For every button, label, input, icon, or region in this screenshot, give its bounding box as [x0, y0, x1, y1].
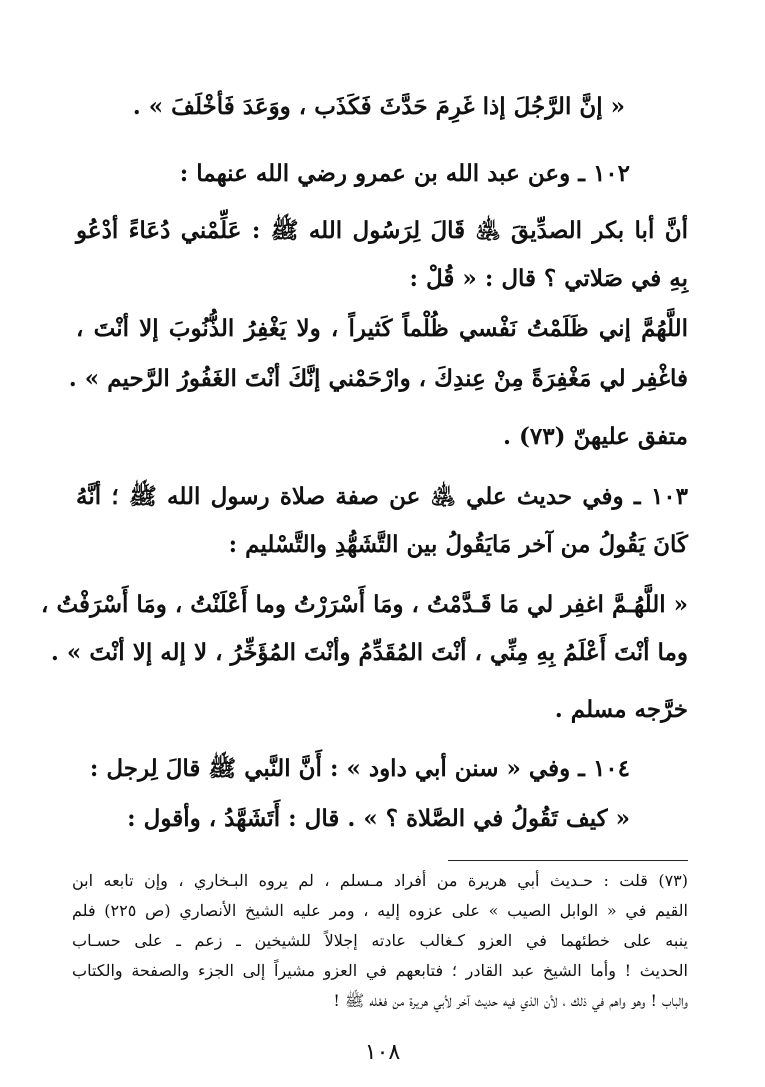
takhrij-muttafaq: متفق عليهنّ (٧٣) . [503, 423, 688, 450]
takhrij-muslim: خرَّجه مسلم . [554, 696, 688, 723]
footnote-line: الحديث ! وأما الشيخ عبد القادر ؛ فتابعهم في العزو مشيراً إلى الجزء والصفحة والكتاب [72, 961, 688, 980]
dua-103-line2: وما أنْتَ أَعْلَمُ بِهِ مِنِّي ، أنْتَ المُقَدِّمُ وأنْتَ المُؤَخِّرُ ، لا إله إلا أنْتَ » . [50, 639, 688, 666]
footnote-separator [448, 860, 688, 861]
footnote-line: (٧٣) قلت : حـديث أبي هريرة من أفراد مـسلم ، لم يروه البـخاري ، وإن تابعه ابن [72, 871, 688, 890]
hadith-101-ending: « إنَّ الرَّجُلَ إذا غَرِمَ حَدَّثَ فَكَذَب ، ووَعَدَ فَأخْلَفَ » . [132, 93, 625, 120]
dua-103-line1: « اللَّهُـمَّ اغفِر لي مَا قَـدَّمْتُ ، ومَا أَسْرَرْتُ وما أَعْلَنْتُ ، ومَا أَسْرَفْتُ ، [41, 591, 688, 618]
footnote-line: والباب ! وهو واهم في ذلك ، لأن الذي فيه حديث آخر لأبي هريرة من فعْله ﷺ ! [333, 991, 688, 1010]
footnote-line: القيم في « الوابل الصيب » على عزوه إليه ، ومر عليه الشيخ الأنصاري (ص ٢٢٥) فلم [72, 901, 688, 920]
hadith-104-line2: « كيف تَقُولُ في الصَّلاة ؟ » . قال : أَتَشَهَّدُ ، وأقول : [127, 805, 630, 832]
hadith-102-heading: ١٠٢ ـ وعن عبد الله بن عمرو رضي الله عنهما : [179, 160, 630, 187]
hadith-103-line1: ١٠٣ ـ وفي حديث علي ﵁ عن صفة صلاة رسول الله ﷺ ؛ أنَّهُ [76, 483, 688, 510]
hadith-102-text-line2: بِهِ في صَلاتي ؟ قال : « قُلْ : [409, 265, 688, 292]
hadith-102-text-line1: أنَّ أبا بكر الصدِّيقَ ﵁ قَالَ لِرَسُول الله ﷺ : عَلِّمْني دُعَاءً أدْعُو [76, 217, 688, 244]
dua-line1: اللَّهُمَّ إني ظَلَمْتُ نَفْسي ظُلْماً كَثيراً ، ولا يَغْفِرُ الذُّنُوبَ إلا أنْتَ ، [76, 315, 688, 342]
footnote-line: ينبه على خطئهما في العزو كـغالب عادته إجلالاً للشيخين ـ زعم ـ على حسـاب [72, 931, 688, 950]
page-number: ١٠٨ [364, 1040, 401, 1065]
hadith-104-line1: ١٠٤ ـ وفي « سنن أبي داود » : أَنَّ النَّبي ﷺ قالَ لِرجل : [89, 755, 630, 782]
dua-line2: فاغْفِر لي مَغْفِرَةً مِنْ عِندِكَ ، وارْحَمْني إنَّكَ أنْتَ الغَفُورُ الرَّحيم » . [68, 365, 688, 392]
hadith-103-line2: كَانَ يَقُولُ من آخر مَايَقُولُ بين التَّشَهُّدِ والتَّسْليم : [228, 531, 688, 558]
